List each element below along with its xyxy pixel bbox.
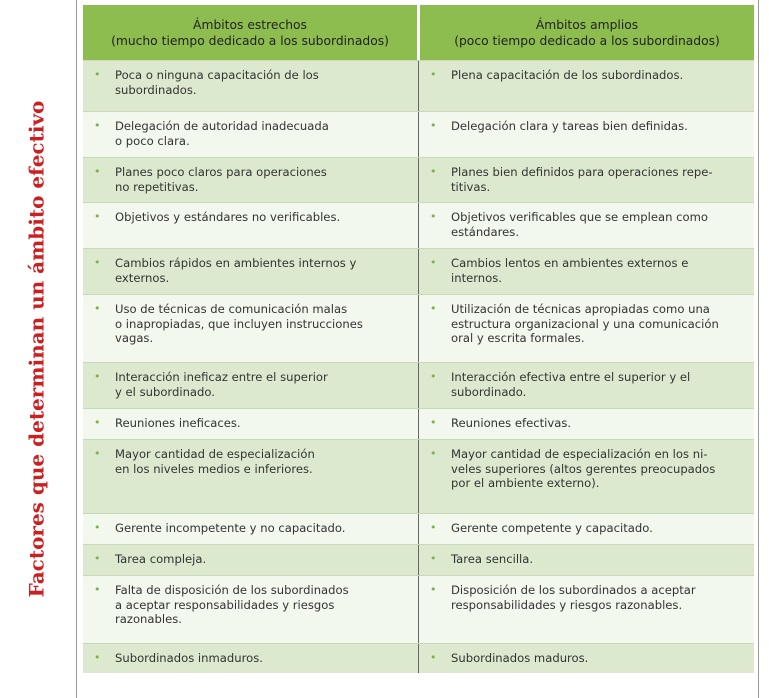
factor-line: vagas. (115, 331, 154, 346)
header-narrow-title: Ámbitos estrechos (193, 17, 307, 32)
wide-span-factor (419, 514, 754, 544)
factor-line: Interacción ineficaz entre el superior (115, 370, 328, 384)
wide-span-factor (419, 363, 754, 408)
wide-span-factor (419, 61, 754, 111)
narrow-span-factor (83, 409, 419, 439)
wide-span-factor (419, 440, 754, 513)
factor-line: Cambios lentos en ambientes externos e (451, 256, 689, 270)
factor-line: responsabilidades y riesgos razonables. (451, 597, 683, 612)
factor-line: internos. (451, 270, 502, 285)
narrow-span-factor (83, 61, 419, 111)
wide-span-factor (419, 203, 754, 248)
narrow-span-factor (83, 203, 419, 248)
factor-line: estructura organizacional y una comunicación (451, 316, 719, 331)
table-row (83, 439, 754, 513)
wide-span-factor (419, 158, 754, 202)
factor-line: o poco clara. (115, 133, 190, 148)
bullet-icon: • (94, 552, 101, 565)
factor-line: razonables. (115, 612, 182, 627)
wide-span-factor (419, 545, 754, 575)
factor-line: en los niveles medios e inferiores. (115, 461, 313, 476)
header-wide-title: Ámbitos amplios (535, 17, 639, 32)
factor-line: Uso de técnicas de comunicación malas (115, 302, 348, 316)
factor-line: Subordinados maduros. (451, 651, 589, 665)
bullet-icon: • (94, 165, 101, 178)
table-row (83, 643, 754, 673)
factor-line: y el subordinado. (115, 384, 215, 399)
factor-line: Delegación de autoridad inadecuada (115, 119, 329, 133)
factor-line: Gerente competente y capacitado. (451, 521, 653, 535)
factor-line: subordinado. (451, 384, 527, 399)
bullet-icon: • (430, 68, 437, 81)
narrow-span-factor (83, 644, 419, 673)
bullet-icon: • (94, 370, 101, 383)
narrow-span-factor (83, 295, 419, 362)
factor-line: estándares. (451, 224, 520, 239)
bullet-icon: • (430, 447, 437, 460)
factor-line: Planes bien definidos para operaciones repe- (451, 165, 713, 179)
bullet-icon: • (430, 370, 437, 383)
factor-line: Subordinados inmaduros. (115, 651, 263, 665)
wide-span-factor (419, 112, 754, 157)
factor-line: Interacción efectiva entre el superior y el (451, 370, 691, 384)
factor-line: o inapropiadas, que incluyen instrucciones (115, 316, 363, 331)
side-title (0, 0, 72, 698)
header-narrow-spans (83, 5, 417, 60)
bullet-icon: • (430, 583, 437, 596)
factor-line: Falta de disposición de los subordinados (115, 583, 349, 597)
factor-line: Cambios rápidos en ambientes internos y (115, 256, 357, 270)
table-header (83, 5, 754, 60)
bullet-icon: • (94, 521, 101, 534)
factor-line: por el ambiente externo). (451, 476, 600, 491)
factor-line: externos. (115, 270, 170, 285)
bullet-icon: • (430, 210, 437, 223)
narrow-span-factor (83, 545, 419, 575)
bullet-icon: • (430, 416, 437, 429)
factor-line: Delegación clara y tareas bien definidas. (451, 119, 688, 133)
table-row (83, 111, 754, 157)
table-row (83, 513, 754, 544)
narrow-span-factor (83, 158, 419, 202)
factor-line: Disposición de los subordinados a aceptar (451, 583, 696, 597)
header-wide-spans (420, 5, 754, 60)
factor-line: Gerente incompetente y no capacitado. (115, 521, 346, 535)
bullet-icon: • (430, 651, 437, 664)
table-body (83, 60, 754, 673)
wide-span-factor (419, 644, 754, 673)
bullet-icon: • (94, 119, 101, 132)
wide-span-factor (419, 409, 754, 439)
narrow-span-factor (83, 576, 419, 643)
table-row (83, 544, 754, 575)
table-row (83, 575, 754, 643)
table-row (83, 157, 754, 202)
bullet-icon: • (94, 447, 101, 460)
factor-line: Plena capacitación de los subordinados. (451, 68, 684, 82)
bullet-icon: • (94, 583, 101, 596)
factor-line: Mayor cantidad de especialización (115, 447, 315, 461)
bullet-icon: • (94, 256, 101, 269)
factor-line: Reuniones ineficaces. (115, 416, 241, 430)
bullet-icon: • (94, 651, 101, 664)
narrow-span-factor (83, 249, 419, 294)
factor-line: subordinados. (115, 82, 197, 97)
factor-line: oral y escrita formales. (451, 331, 585, 346)
factor-line: veles superiores (altos gerentes preocupados (451, 461, 716, 476)
table-row (83, 202, 754, 248)
factor-line: Utilización de técnicas apropiadas como una (451, 302, 710, 316)
bullet-icon: • (94, 416, 101, 429)
table-row (83, 60, 754, 111)
bullet-icon: • (94, 68, 101, 81)
bullet-icon: • (430, 165, 437, 178)
factor-line: Planes poco claros para operaciones (115, 165, 327, 179)
factor-line: Objetivos verificables que se emplean como (451, 210, 709, 224)
factor-line: Mayor cantidad de especialización en los ni- (451, 447, 708, 461)
table-row (83, 408, 754, 439)
factor-line: Objetivos y estándares no verificables. (115, 210, 341, 224)
bullet-icon: • (94, 302, 101, 315)
bullet-icon: • (430, 521, 437, 534)
factor-line: Poca o ninguna capacitación de los (115, 68, 319, 82)
table-row (83, 362, 754, 408)
narrow-span-factor (83, 440, 419, 513)
narrow-span-factor (83, 112, 419, 157)
wide-span-factor (419, 249, 754, 294)
narrow-span-factor (83, 363, 419, 408)
wide-span-factor (419, 295, 754, 362)
header-narrow-subtitle: (mucho tiempo dedicado a los subordinados) (111, 33, 389, 48)
wide-span-factor (419, 576, 754, 643)
bullet-icon: • (94, 210, 101, 223)
factor-line: no repetitivas. (115, 179, 199, 194)
header-wide-subtitle: (poco tiempo dedicado a los subordinados) (454, 33, 720, 48)
factor-line: Reuniones efectivas. (451, 416, 572, 430)
table-row (83, 248, 754, 294)
factor-line: Tarea sencilla. (451, 552, 534, 566)
bullet-icon: • (430, 256, 437, 269)
narrow-span-factor (83, 514, 419, 544)
table-row (83, 294, 754, 362)
factor-line: titivas. (451, 179, 491, 194)
side-title-text: Factores que determinan un ámbito efectivo (24, 100, 48, 598)
bullet-icon: • (430, 119, 437, 132)
bullet-icon: • (430, 302, 437, 315)
bullet-icon: • (430, 552, 437, 565)
factor-line: a aceptar responsabilidades y riesgos (115, 597, 335, 612)
factor-line: Tarea compleja. (115, 552, 207, 566)
